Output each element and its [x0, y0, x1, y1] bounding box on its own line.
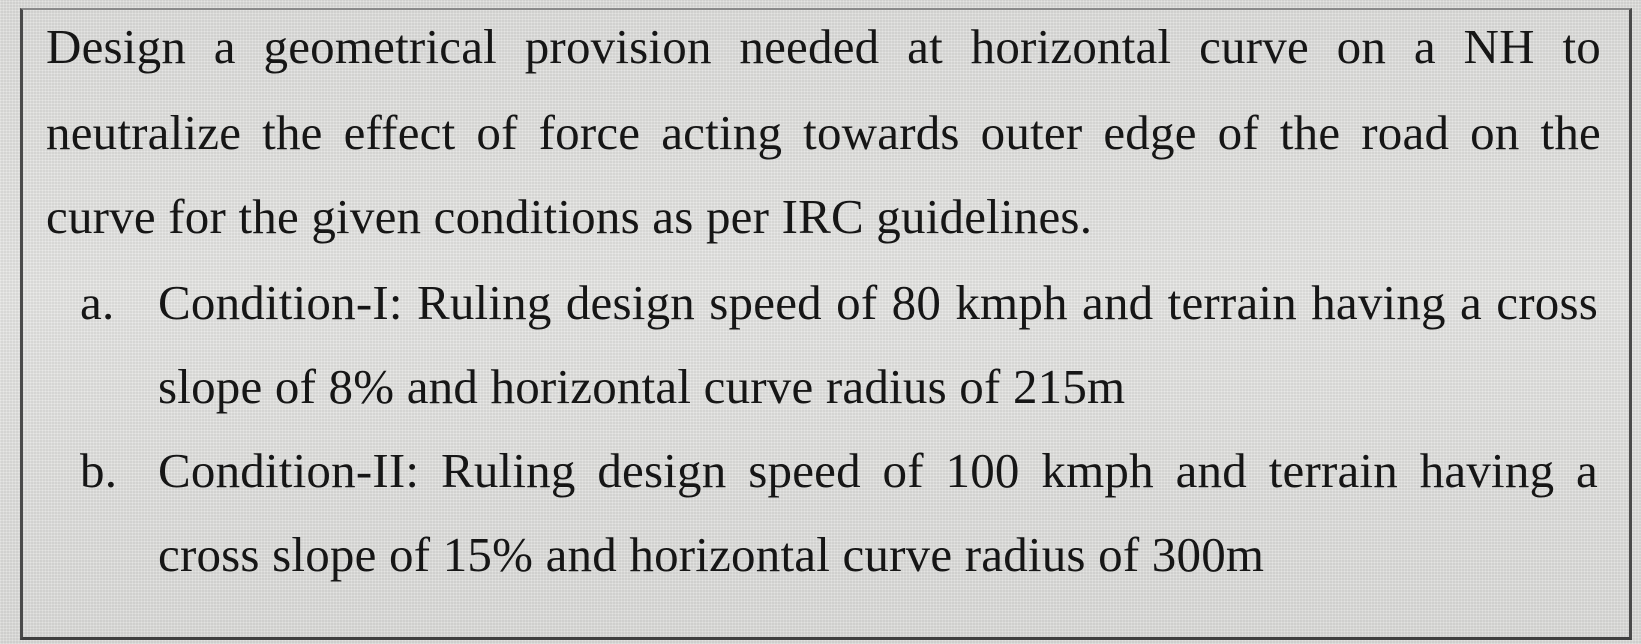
question-paragraph-line-1: Design a geometrical provision needed at horizontal curve on a NH to: [46, 19, 1601, 74]
list-item-a-line-1: Condition-I: Ruling design speed of 80 kmph and terrain having a cross: [158, 275, 1598, 330]
question-paragraph-line-3: curve for the given conditions as per IRC guidelines.: [46, 189, 1093, 244]
list-item-b-line-1: Condition-II: Ruling design speed of 100 kmph and terrain having a: [158, 443, 1598, 498]
list-item-marker-b: b.: [80, 443, 118, 498]
list-item-b-line-2: cross slope of 15% and horizontal curve radius of 300m: [158, 527, 1265, 582]
list-item-a-line-2: slope of 8% and horizontal curve radius of 215m: [158, 359, 1126, 414]
question-paragraph-line-2: neutralize the effect of force acting towards outer edge of the road on the: [46, 105, 1601, 160]
list-item-marker-a: a.: [80, 275, 115, 330]
